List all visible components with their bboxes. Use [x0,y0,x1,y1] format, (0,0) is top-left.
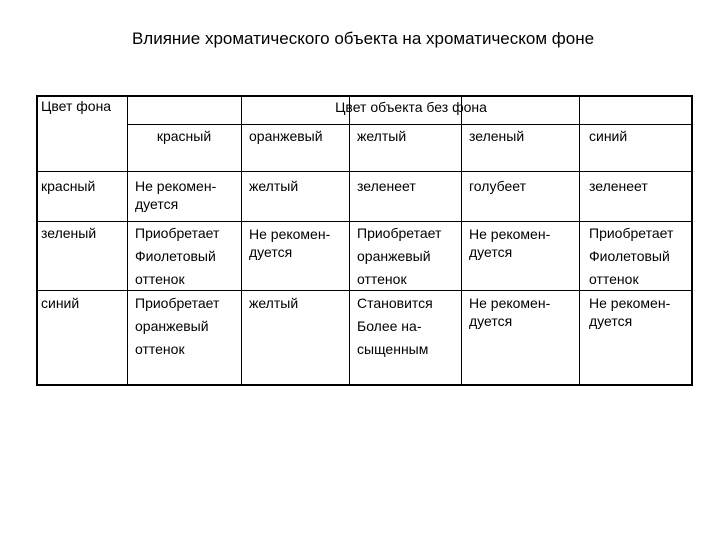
corner-header: Цвет фона [41,98,112,114]
table-cell: Не рекомен- дуется [249,226,331,260]
column-header: желтый [357,128,407,144]
table-cell: зеленеет [589,178,648,194]
table-cell: Не рекомен- дуется [469,226,551,260]
table-cell: желтый [249,178,299,194]
row-header: синий [41,295,80,311]
column-header: красный [156,128,212,144]
table-cell: Становится Более на- сыщенным [357,295,433,357]
row-header: красный [41,178,96,194]
table-cell: желтый [249,295,299,311]
column-divider [241,97,242,384]
table-cell: Не рекомен- дуется [135,178,217,212]
row-divider [38,171,691,172]
table-cell: Приобретает Фиолетовый оттенок [135,225,220,287]
table-cell: Не рекомен- дуется [589,295,671,329]
column-divider [579,97,580,384]
table-cell: Не рекомен- дуется [469,295,551,329]
table-cell: голубеет [469,178,526,194]
table-cell: Приобретает оранжевый оттенок [357,225,442,287]
row-divider [127,124,691,125]
group-header: Цвет объекта без фона [335,99,487,115]
column-header: зеленый [469,128,525,144]
column-divider [461,97,462,384]
table-cell: зеленеет [357,178,416,194]
row-header: зеленый [41,225,97,241]
color-influence-table [36,95,693,386]
table-cell: Приобретает Фиолетовый оттенок [589,225,674,287]
column-header: синий [589,128,628,144]
column-divider [349,97,350,384]
slide-title: Влияние хроматического объекта на хроматическом фоне [131,29,595,48]
column-header: оранжевый [249,128,323,144]
table-cell: Приобретает оранжевый оттенок [135,295,220,357]
